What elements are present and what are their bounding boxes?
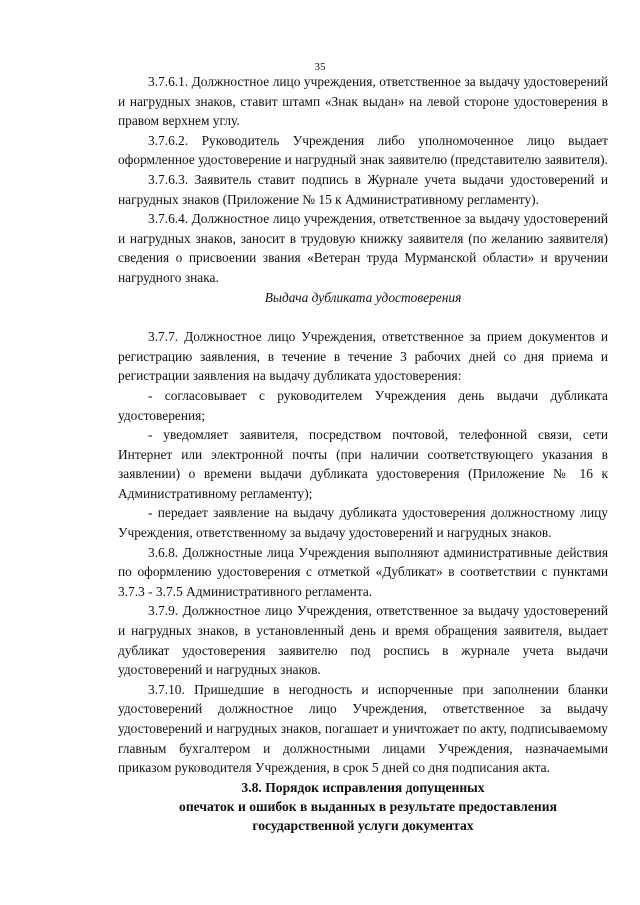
paragraph-3-7-6-2: 3.7.6.2. Руководитель Учреждения либо уполномоченное лицо выдает оформленное удостоверение и нагрудный знак заявителю (представителю заявителя). bbox=[118, 132, 608, 168]
list-item-notify: - уведомляет заявителя, посредством почтовой, телефонной связи, сети Интернет или электронной почты (при наличии соответствующего указания в заявлении) о времени выдачи дубликата удостоверения (Приложение № 16 к Административному регламенту); bbox=[118, 427, 608, 501]
paragraph-3-7-7: 3.7.7. Должностное лицо Учреждения, ответственное за прием документов и регистрацию заявления, в течение в течение 3 рабочих дней со дня приема и регистрации заявления на выдачу дубликата удостоверения: bbox=[118, 329, 608, 384]
paragraph-3-6-8: 3.6.8. Должностные лица Учреждения выполняют административные действия по оформлению удостоверения с отметкой «Дубликат» в соответствии с пунктами 3.7.3 - 3.7.5 Административного регламента. bbox=[118, 544, 608, 599]
section-heading-line-3: государственной услуги документах bbox=[252, 817, 474, 833]
paragraph-3-7-10: 3.7.10. Пришедшие в негодность и испорченные при заполнении бланки удостоверений должностное лицо Учреждения, ответственное за выдачу удостоверений и нагрудных знаков, погашает и уничтожает по акту, подписываемому главным бухгалтером и должностными лицами Учреждения, назначаемыми приказом руководителя Учреждения, в срок 5 дней со дня подписания акта. bbox=[118, 681, 608, 776]
section-heading-line-1: 3.8. Порядок исправления допущенных bbox=[241, 779, 485, 795]
section-heading-line-2: опечаток и ошибок в выданных в результате предоставления bbox=[179, 798, 557, 814]
section-heading bbox=[118, 778, 608, 835]
subsection-title: Выдача дубликата удостоверения bbox=[264, 289, 462, 305]
list-item-agree: - согласовывает с руководителем Учреждения день выдачи дубликата удостоверения; bbox=[118, 387, 608, 423]
document-body bbox=[118, 72, 608, 835]
paragraph-3-7-6-3: 3.7.6.3. Заявитель ставит подпись в Журнале учета выдачи удостоверений и нагрудных знаков (Приложение № 15 к Административному регламенту). bbox=[118, 171, 608, 207]
page-number: 35 bbox=[314, 61, 326, 73]
paragraph-3-7-6-4: 3.7.6.4. Должностное лицо учреждения, ответственное за выдачу удостоверений и нагрудных знаков, заносит в трудовую книжку заявителя (по желанию заявителя) сведения о присвоении звания «Ветеран труда Мурманской области» и вручении нагрудного знака. bbox=[118, 211, 608, 285]
paragraph-3-7-6-1: 3.7.6.1. Должностное лицо учреждения, ответственное за выдачу удостоверений и нагрудных знаков, ставит штамп «Знак выдан» на левой стороне удостоверения в правом верхнем углу. bbox=[118, 74, 608, 129]
list-item-transfer: - передает заявление на выдачу дубликата удостоверения должностному лицу Учреждения, ответственному за выдачу удостоверений и нагрудных знаков. bbox=[118, 505, 608, 541]
paragraph-3-7-9: 3.7.9. Должностное лицо Учреждения, ответственное за выдачу удостоверений и нагрудных знаков, в установленный день и время обращения заявителя, выдает дубликат удостоверения заявителю под роспись в журнале учета выдачи удостоверений и нагрудных знаков. bbox=[118, 603, 608, 678]
